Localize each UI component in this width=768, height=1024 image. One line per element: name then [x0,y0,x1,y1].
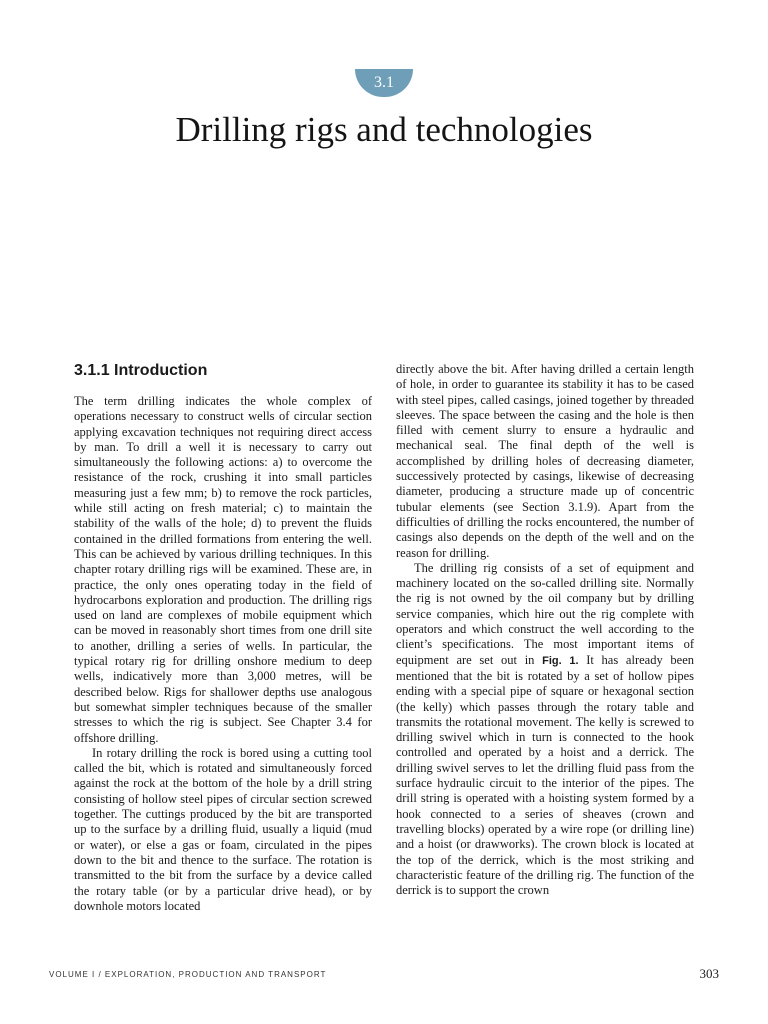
chapter-number-badge: 3.1 [355,69,413,97]
body-paragraph: In rotary drilling the rock is bored using a cutting tool called the bit, which is rotated and simultaneously forced against the rock at the bottom of the hole by a drill string consisting of hollow steel pipes of circular section screwed together. The cuttings produced by the bit are transported up to the surface by a drilling fluid, usually a liquid (mud or water), or else a gas or foam, circulated in the pipes down to the bit and thence to the surface. The rotation is transmitted to the bit from the surface by a device called the rotary table (or by a particular drive head), or by downhole motors located [74,745,372,913]
right-column [396,362,694,898]
left-column [74,360,372,914]
body-paragraph: The term drilling indicates the whole complex of operations necessary to construct wells of circular section applying excavation techniques not requiring direct access by man. To drill a well it is necessary to carry out simultaneously the following actions: a) to overcome the resistance of the rock, crushing it into small particles measuring just a few mm; b) to remove the rock particles, while still acting on fresh material; c) to maintain the stability of the walls of the hole; d) to prevent the fluids contained in the drilled formations from entering the well. This can be achieved by various drilling techniques. In this chapter rotary drilling rigs will be examined. These are, in practice, the only ones operating today in the field of hydrocarbons exploration and production. The drilling rigs used on land are complexes of mobile equipment which can be moved in reasonably short times from one drill site to another, drilling a series of wells. In particular, the typical rotary rig for drilling onshore medium to deep wells, indicatively more than 3,000 metres, will be described below. Rigs for shallower depths use analogous but somewhat simpler techniques because of the smaller stresses to which the rig is subject. See Chapter 3.4 for offshore drilling. [74,394,372,745]
body-paragraph [396,561,694,899]
body-text: It has already been mentioned that the bit is rotated by a set of hollow pipes ending with a special pipe of square or hexagonal section (the kelly) which passes through the rotary table and transmits the rotational movement. The kelly is screwed to drilling swivel which in turn is connected to the hook controlled and operated by a hoist and a derrick. The drilling swivel serves to let the drilling fluid pass from the surface hydraulic circuit to the interior of the pipes. The drill string is operated with a hoisting system formed by a hook connected to a series of sheaves (crown and travelling blocks) operated by a wire rope (or drilling line) and a hoist (or drawworks). The crown block is located at the top of the derrick, which is the most striking and characteristic feature of the drilling rig. The function of the derrick is to support the crown [396,652,695,898]
running-footer: VOLUME I / EXPLORATION, PRODUCTION AND TRANSPORT [49,970,327,979]
page-title: Drilling rigs and technologies [175,110,593,149]
section-heading: 3.1.1 Introduction [74,362,208,379]
page-number: 303 [699,966,719,981]
figure-reference-link[interactable]: Fig. 1. [542,654,579,667]
body-paragraph: directly above the bit. After having drilled a certain length of hole, in order to guarantee its stability it has to be cased with steel pipes, called casings, joined together by threaded sleeves. The space between the casing and the hole is then filled with cement slurry to ensure a hydraulic and mechanical seal. The final depth of the well is accomplished by drilling holes of decreasing diameter, successively protected by casings, likewise of decreasing diameter, producing a structure made up of concentric tubular elements (see Section 3.1.9). Apart from the difficulties of drilling the rocks encountered, the number of casings also depends on the depth of the well and on the reason for drilling. [396,362,694,560]
body-text: The drilling rig consists of a set of equipment and machinery located on the so-called drilling site. Normally the rig is not owned by the oil company but by drilling service companies, which hire out the rig complete with operators and which construct the well according to the client’s specifications. The most important items of equipment are set out in [396,560,694,667]
